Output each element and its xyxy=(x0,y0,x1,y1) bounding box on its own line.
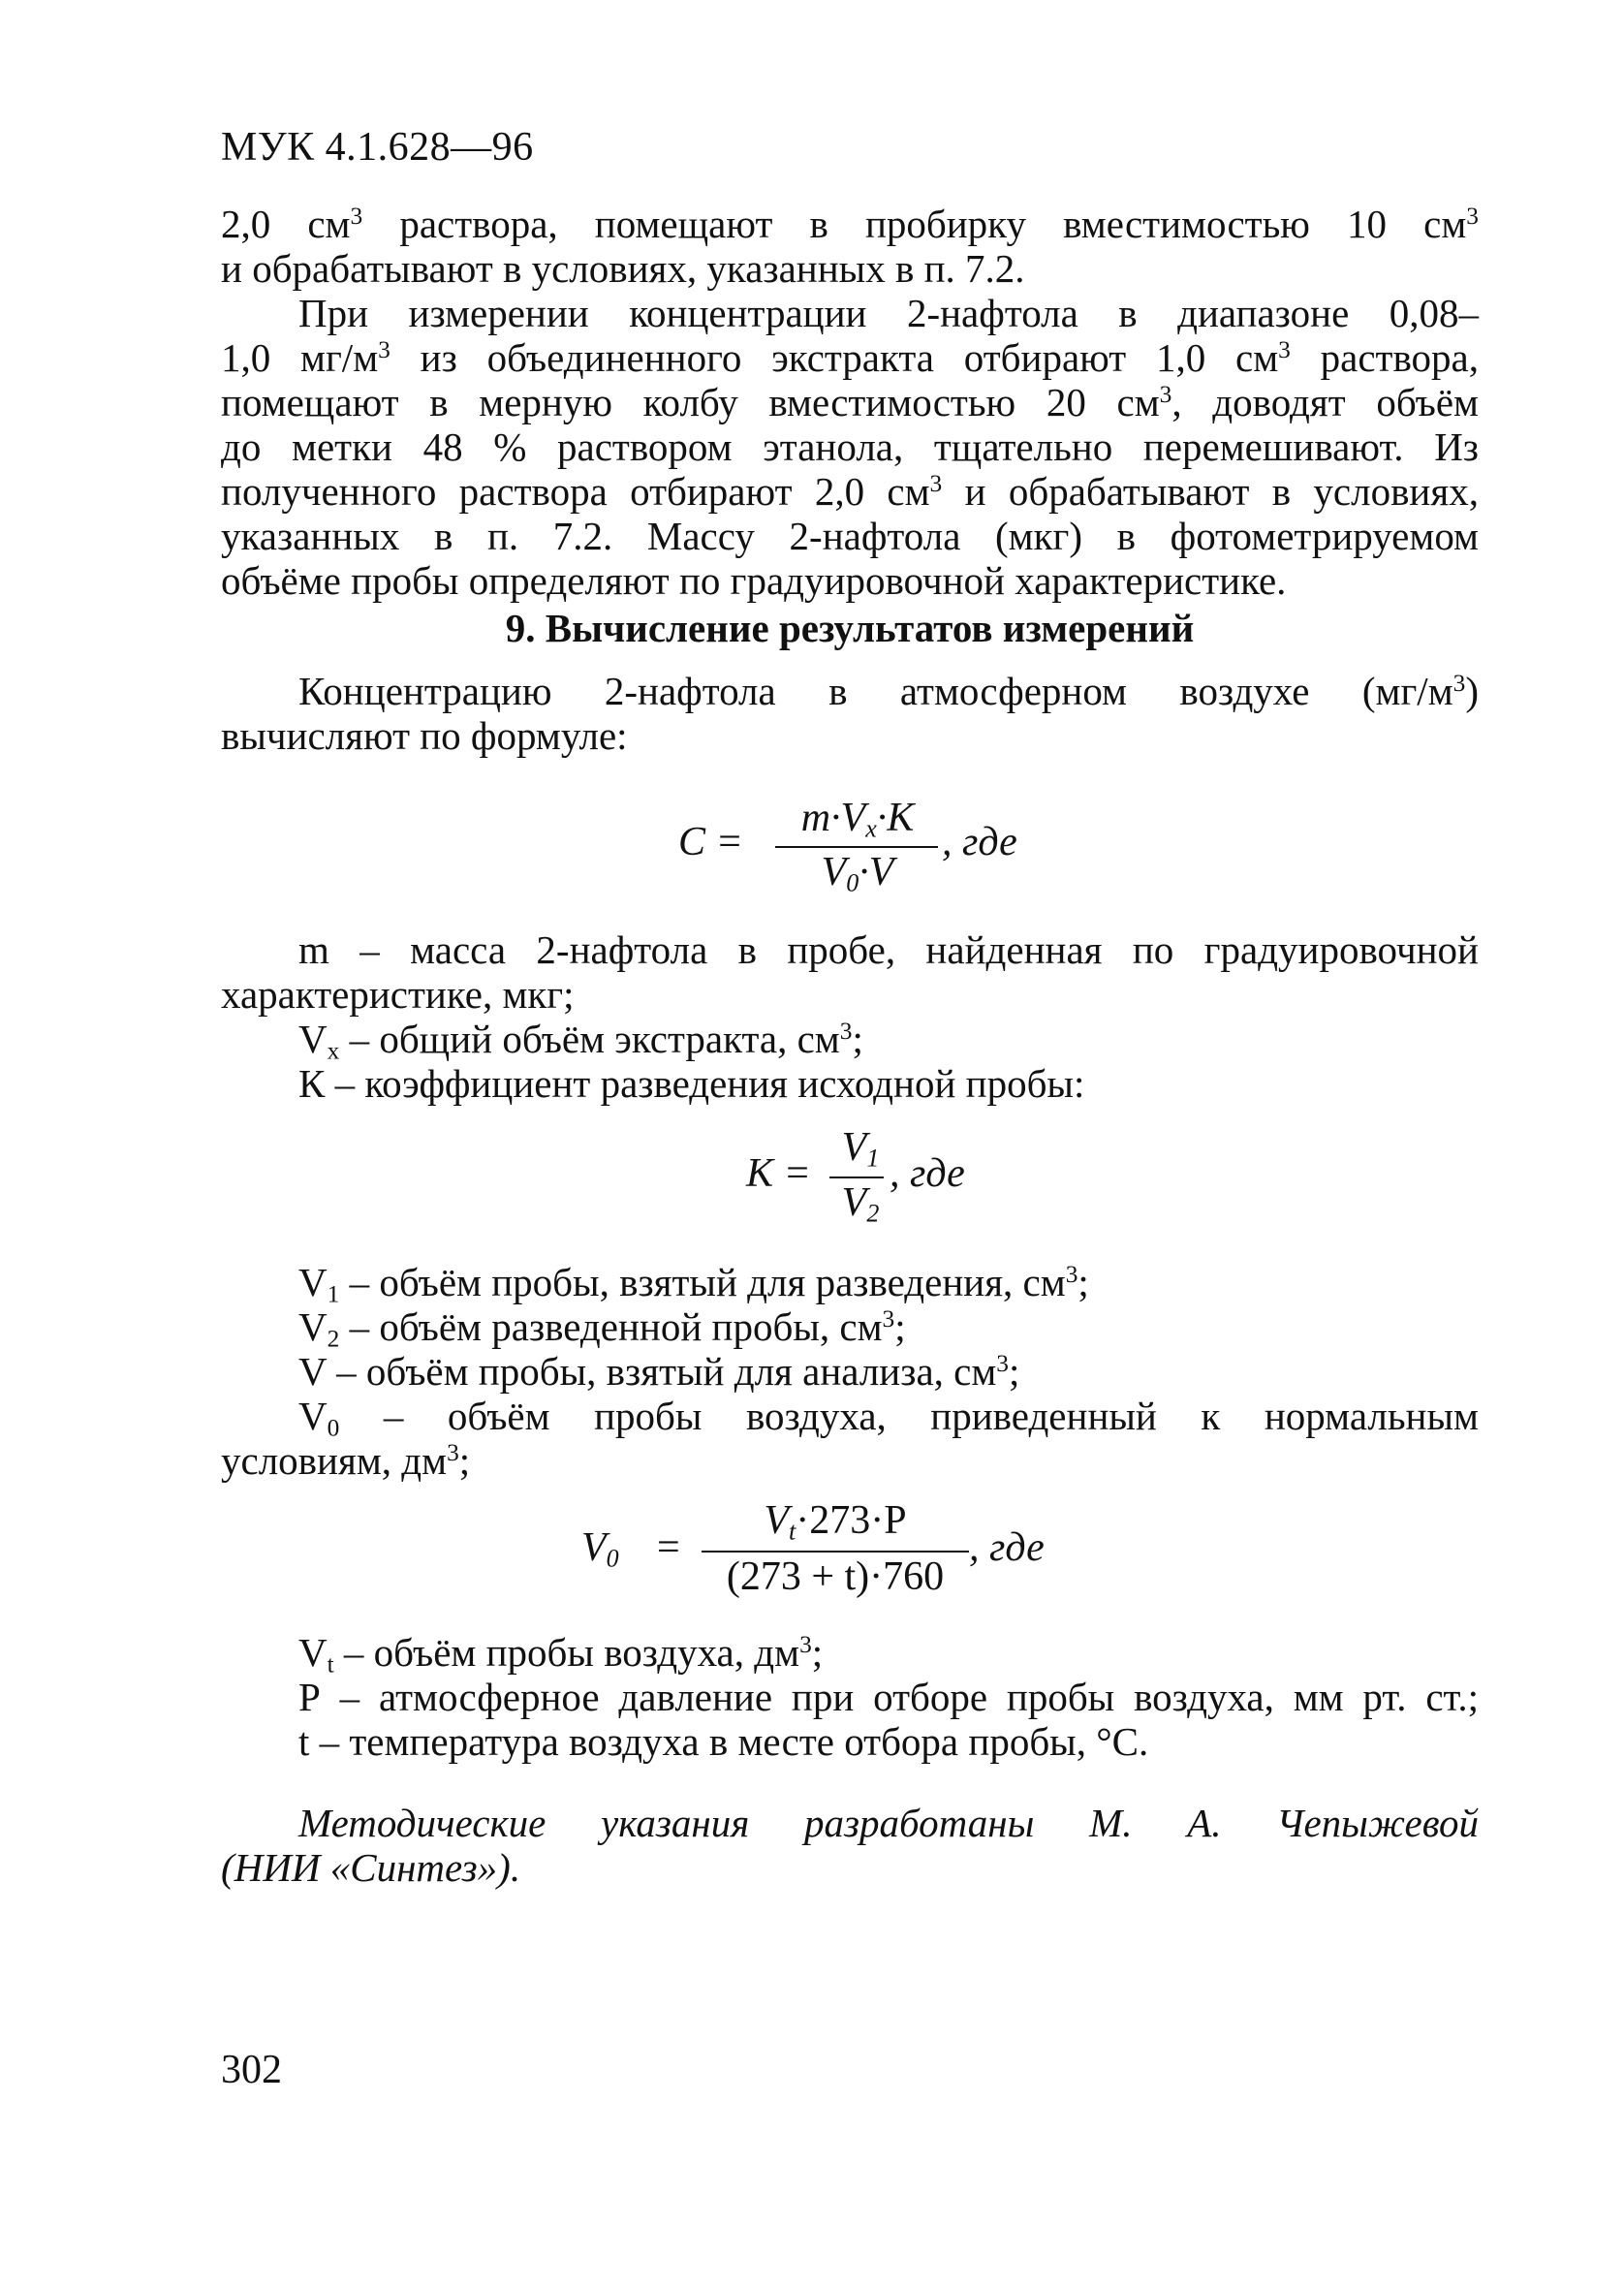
definition-line: $V_2$ – объём разведенной пробы, $см^3$; xyxy=(298,1304,906,1353)
formula-normalized-volume: $V_0$ = $V_t\cdot 273\cdot P$ (273 + t)·760 , где xyxy=(581,1498,1045,1599)
fraction-bar xyxy=(829,1176,884,1178)
formula-dilution-coefficient: K = $V_1$ $V_2$ , где xyxy=(746,1125,965,1228)
paragraph-line: указанных в п. 7.2. Массу 2-нафтола (мкг) в фотометрируемом xyxy=(221,514,1479,558)
definition-line: V – объём пробы, взятый для анализа, $см^3$; xyxy=(298,1349,1020,1394)
definition-line: $V_1$ – объём пробы, взятый для разведения, $см^3$; xyxy=(298,1260,1089,1308)
paragraph-line: 1,0 $мг/м^3$ из объединенного экстракта отбирают 1,0 $см^3$ раствора, xyxy=(221,335,1479,380)
definition-line: К – коэффициент разведения исходной пробы: xyxy=(298,1061,1085,1106)
credits-line: (НИИ «Синтез»). xyxy=(221,1845,521,1890)
definition-line: Р – атмосферное давление при отборе пробы воздуха, мм рт. ст.; xyxy=(298,1675,1479,1719)
paragraph-line: вычисляют по формуле: xyxy=(221,713,628,758)
paragraph-line: полученного раствора отбирают 2,0 $см^3$ и обрабатывают в условиях, xyxy=(221,469,1479,514)
definition-line: характеристике, мкг; xyxy=(221,972,575,1017)
definition-line: $V_0$ – объём пробы воздуха, приведенный к нормальным xyxy=(298,1394,1479,1442)
paragraph-line: При измерении концентрации 2-нафтола в диапазоне 0,08– xyxy=(298,291,1479,335)
paragraph-line: и обрабатывают в условиях, указанных в п. 7.2. xyxy=(221,246,1025,291)
fraction-bar xyxy=(775,846,938,848)
fraction-bar xyxy=(702,1551,969,1553)
definition-line: условиям, $дм^3$; xyxy=(221,1438,471,1483)
paragraph-line: объёме пробы определяют по градуировочной характеристике. xyxy=(221,558,1287,603)
document-code-header: МУК 4.1.628—96 xyxy=(221,125,534,170)
definition-line: $V_x$ – общий объём экстракта, $см^3$; xyxy=(298,1017,863,1065)
section-heading: 9. Вычисление результатов измерений xyxy=(505,606,1195,650)
page-number: 302 xyxy=(221,2048,282,2092)
definition-line: m – масса 2-нафтола в пробе, найденная по градуировочной xyxy=(298,927,1479,972)
definition-line: t – температура воздуха в месте отбора пробы, °С. xyxy=(298,1719,1149,1764)
formula-concentration: C = $m\cdot V_x\cdot K$ $V_0\cdot V$ , где xyxy=(678,796,1017,897)
paragraph-line: 2,0 $см^3$ раствора, помещают в пробирку вместимостью 10 $см^3$ xyxy=(221,202,1479,246)
paragraph-line: до метки 48 % раствором этанола, тщательно перемешивают. Из xyxy=(221,424,1479,469)
definition-line: $V_t$ – объём пробы воздуха, $дм^3$; xyxy=(298,1630,824,1678)
paragraph-line: помещают в мерную колбу вместимостью 20 $см^3$, доводят объём xyxy=(221,380,1480,424)
credits-line: Методические указания разработаны М. А. Чепыжевой xyxy=(298,1801,1479,1845)
paragraph-line: Концентрацию 2-нафтола в атмосферном воздухе $(мг/м^3)$ xyxy=(298,669,1479,713)
